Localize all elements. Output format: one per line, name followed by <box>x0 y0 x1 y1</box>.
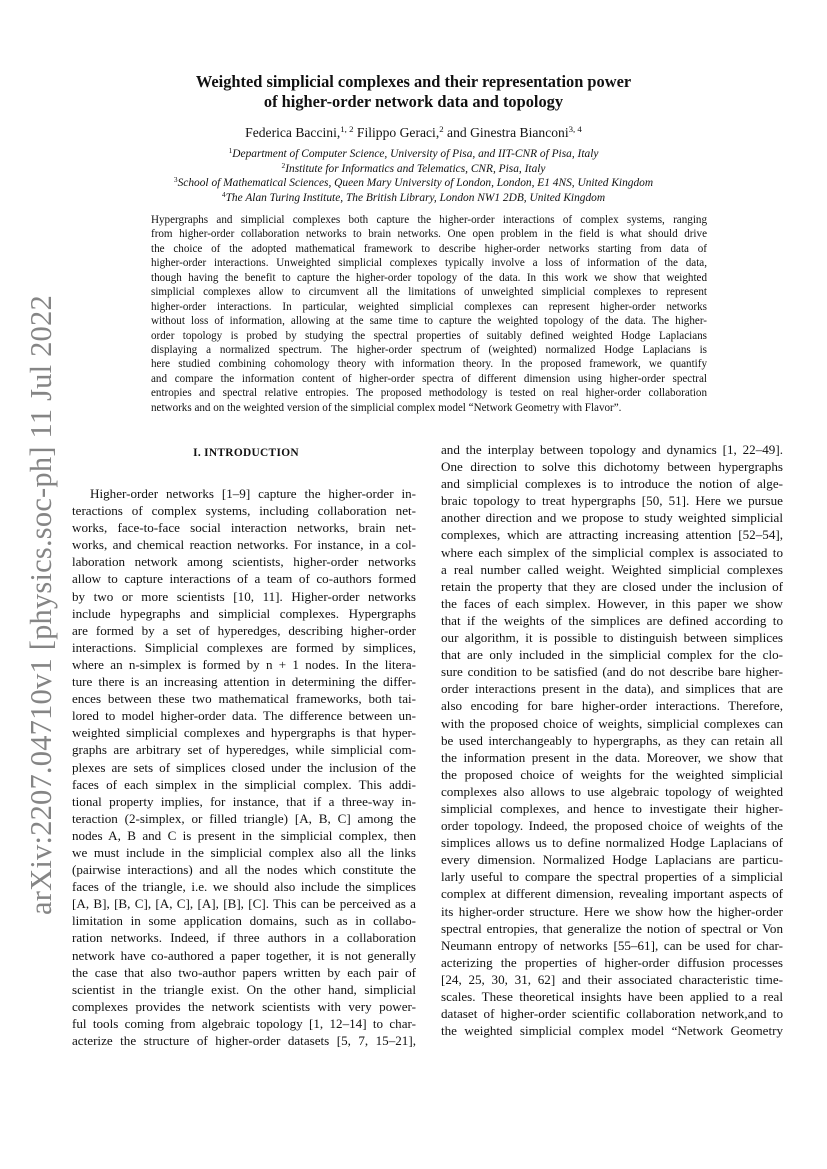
affiliation-marker: 1 <box>228 145 233 155</box>
body-text-line: ences between these two mathematical frameworks, both tai- <box>72 691 416 707</box>
affiliation-marker: 3 <box>173 175 178 185</box>
body-text-line: complexes provides the network scientists with very power- <box>72 998 416 1014</box>
body-text-line: acterizing the properties of higher-order diffusion processes <box>441 954 783 970</box>
body-text-line: a real number called weight. Weighted simplicial complexes <box>441 561 783 577</box>
body-text-line: the proposed choice of weights for the weighted simplicial <box>441 766 783 782</box>
body-text-line: complexes also allows to use algebraic topology of weighted <box>441 783 783 799</box>
body-text-line: weighted simplicial complexes and hypergraphs is that hyper- <box>72 725 416 741</box>
body-text-line: works, and chemical reaction networks. For instance, in a col- <box>72 537 416 553</box>
affiliation-list <box>100 147 727 205</box>
body-text-line: [24, 25, 30, 31, 62] and their associated characteristic time- <box>441 971 783 987</box>
body-text-line: ture there is an increasing attention in determining the differ- <box>72 674 416 690</box>
body-text-line: the case that also two-author papers written by each pair of <box>72 964 416 980</box>
body-text-line: tional property implies, for instance, that if a three-way in- <box>72 793 416 809</box>
paper-title <box>130 72 697 112</box>
body-text-line: ful tools coming from algebraic topology [1, 12–14] to char- <box>72 1015 416 1031</box>
body-text-line: with the proposed choice of weights, simplicial complexes can <box>441 715 783 731</box>
body-text-line: dataset of higher-order scientific collaboration network,and to <box>441 1006 783 1022</box>
body-text-line: complexes, which are attracting increasing attention [52–54], <box>441 527 783 543</box>
affiliation <box>100 191 727 206</box>
abstract-line: higher-order interactions. Unweighted simplicial complexes typically involve a loss of information of the data, <box>151 257 707 270</box>
body-text-line: spectral entropies, that generalize the notion of spectral or Von <box>441 920 783 936</box>
body-text-line: simplices allows us to define normalized Hodge Laplacians of <box>441 835 783 851</box>
body-text-line: ration networks. Indeed, if three authors in a collaboration <box>72 930 416 946</box>
body-text-line: scales. These theoretical insights have been applied to a real <box>441 989 783 1004</box>
abstract-line: higher-order interactions. In particular, weighted simplicial complexes can represent higher-order networks <box>151 300 707 313</box>
abstract-line: from higher-order collaboration networks to brain networks. One open problem in the field is what should drive <box>151 228 707 241</box>
body-text-line: order topology. Indeed, the proposed choice of weights of the <box>441 818 783 834</box>
body-text-line: are formed by a set of hyperedges, describing higher-order <box>72 622 416 638</box>
body-text-line: network have co-authored a paper together, it is not generally <box>72 947 416 963</box>
abstract-line: the choice of the adopted mathematical framework to describe higher-order networks starting from data of <box>151 242 707 255</box>
body-text-line: the information present in the data. Moreover, we show that <box>441 749 783 765</box>
body-text-line: (pairwise interactions) and all the nodes which constitute the <box>72 862 416 878</box>
affiliation-marker: 4 <box>221 189 226 199</box>
abstract-line: though having the benefit to capture the higher-order topology of the data. In this work we show that weighted <box>151 271 707 284</box>
body-text-line: laboration network among scientists, higher-order networks <box>72 554 416 570</box>
section-heading-introduction: I. INTRODUCTION <box>193 447 299 459</box>
affiliation-text: Department of Computer Science, University of Pisa, and IIT-CNR of Pisa, Italy <box>232 148 599 160</box>
affiliation-text: Institute for Informatics and Telematics, CNR, Pisa, Italy <box>285 162 546 175</box>
abstract-line: Hypergraphs and simplicial complexes both capture the higher-order interactions of complex systems, ranging <box>151 214 707 226</box>
abstract-line: without loss of information, allowing at the same time to capture the weighted topology of the data. The higher- <box>151 315 707 328</box>
arxiv-identifier-stamp: arXiv:2207.04710v1 [physics.soc-ph] 11 Jul 2022 <box>24 295 58 915</box>
body-text-line: works, face-to-face social interaction networks, brain net- <box>72 520 416 536</box>
body-text-line: graphs are arbitrary set of hyperedges, while simplicial com- <box>72 742 416 758</box>
author-affiliation-marker: 1, 2 <box>340 124 354 135</box>
body-text-line: interactions. Simplicial complexes are formed by simplices, <box>72 639 416 655</box>
body-text-line: Higher-order networks [1–9] capture the higher-order in- <box>90 486 416 501</box>
body-text-line: also encoding for bare higher-order interactions. Therefore, <box>441 698 783 714</box>
body-text-line: its higher-order structure. Here we show how the higher-order <box>441 903 783 919</box>
title-line: of higher-order network data and topology <box>263 92 564 111</box>
body-text-line: where each simplex of the simplicial complex is associated to <box>441 544 783 560</box>
body-text-line: sure condition to be satisfied (and do not describe bare higher- <box>441 664 783 680</box>
body-text-line: teraction (2-simplex, or filled triangle) [A, B, C] among the <box>72 810 416 826</box>
author-affiliation-marker: 2 <box>439 124 444 135</box>
body-text-line: we must include in the simplicial complex also all the links <box>72 844 416 860</box>
body-text-line: another direction and we propose to study weighted simplicial <box>441 510 783 526</box>
body-text-line: order interactions present in the data), and simplices that are <box>441 681 783 697</box>
affiliation <box>100 147 727 162</box>
body-text-line: complex at different dimension, revealing important aspects of <box>441 886 783 902</box>
body-text-line: where an n-simplex is formed by n + 1 nodes. In the litera- <box>72 656 416 672</box>
author-affiliation-marker: 3, 4 <box>568 124 582 135</box>
body-text-line: nodes A, B and C is present in the simplicial complex, then <box>72 827 416 843</box>
abstract-line: simplicial complexes allow to circumvent all the limitations of unweighted simplicial complexes to represent <box>151 286 707 299</box>
abstract-line: entropies and spectral relative entropies. The proposed methodology is tested on real higher-order collaboration <box>151 387 707 400</box>
body-text-line: every dimension. Normalized Hodge Laplacians are particu- <box>441 852 783 868</box>
body-text-line: faces of each simplex in the simplicial complex. This addi- <box>72 776 416 792</box>
body-text-line: lored to model higher-order data. The difference between un- <box>72 708 416 724</box>
author-name: and Ginestra Bianconi <box>443 125 569 140</box>
body-text-line: Neumann entropy of networks [55–61], can be used for char- <box>441 937 783 953</box>
affiliation-text: The Alan Turing Institute, The British Library, London NW1 2DB, United Kingdom <box>225 191 606 204</box>
body-text-line: our algorithm, it is possible to distinguish between simplices <box>441 630 783 646</box>
body-text-line: braic topology to treat hypergraphs [50, 51]. Here we pursue <box>441 493 783 509</box>
body-text-line: One direction to solve this dichotomy between hypergraphs <box>441 459 783 475</box>
body-text-line: larly useful to compare the spectral properties of a simplicial <box>441 869 783 885</box>
body-text-line: plexes are sets of simplices closed under the inclusion of the <box>72 759 416 775</box>
body-text-line: be used interchangeably to hypergraphs, as they can retain all <box>441 732 783 748</box>
body-text-line: and the interplay between topology and dynamics [1, 22–49]. <box>441 442 783 457</box>
body-text-line: that if the weights of the simplices are defined according to <box>441 612 783 628</box>
left-column-body-text <box>72 485 416 1049</box>
body-text-line: the weighted simplicial complex model “Network Geometry <box>441 1023 783 1039</box>
body-text-line: limitation in some application domains, such as in collabo- <box>72 913 416 929</box>
author-list <box>130 124 697 142</box>
author-name: Federica Baccini, <box>245 125 341 140</box>
abstract-line: here studied combining cohomology theory with information theory. In the proposed framework, we quantify <box>151 358 707 371</box>
author-name: Filippo Geraci, <box>353 125 440 140</box>
body-text-line: teractions of complex systems, including collaboration net- <box>72 503 416 519</box>
affiliation <box>100 162 727 177</box>
body-text-line: [A, B], [B, C], [A, C], [A], [B], [C]. This can be perceived as a <box>72 896 416 912</box>
affiliation-text: School of Mathematical Sciences, Queen Mary University of London, London, E1 4NS, United Kingdom <box>177 177 654 190</box>
body-text-line: that are only included in the simplicial complex for the clo- <box>441 647 783 663</box>
body-text-line: by two or more scientists [10, 11]. Higher-order networks <box>72 588 416 604</box>
affiliation <box>100 176 727 191</box>
right-column-body-text <box>441 441 783 1039</box>
body-text-line: allow to capture interactions of a team of co-authors formed <box>72 571 416 587</box>
abstract-line: order topology is probed by studying the spectral properties of suitably defined weighted Hodge Laplacians <box>151 329 707 342</box>
body-text-line: simplicial complexes, and hence to investigate their higher- <box>441 800 783 816</box>
title-line: Weighted simplicial complexes and their representation power <box>195 72 632 91</box>
abstract-line: and compare the information content of higher-order spectra of different dimension using higher-order spectral <box>151 372 707 385</box>
abstract-line: networks and on the weighted version of the simplicial complex model “Network Geometry with Flavor”. <box>151 401 622 414</box>
body-text-line: include hypegraphs and simplicial complexes. Hypergraphs <box>72 605 416 621</box>
body-text-line: and simplicial complexes is to introduce the notion of alge- <box>441 476 783 492</box>
abstract-line: displaying a normalized spectrum. The higher-order spectrum of (weighted) normalized Hodge Laplacians is <box>151 343 707 356</box>
abstract <box>151 213 707 415</box>
body-text-line: retain the property that they are closed under the inclusion of <box>441 578 783 594</box>
body-text-line: acterize the structure of higher-order datasets [5, 7, 15–21], <box>72 1033 416 1048</box>
body-text-line: scientist in the triangle exist. On the other hand, simplicial <box>72 981 416 997</box>
body-text-line: faces of the triangle, i.e. we should also include the simplices <box>72 879 416 895</box>
affiliation-marker: 2 <box>281 160 286 170</box>
body-text-line: the faces of each simplex. However, in this paper we show <box>441 595 783 611</box>
